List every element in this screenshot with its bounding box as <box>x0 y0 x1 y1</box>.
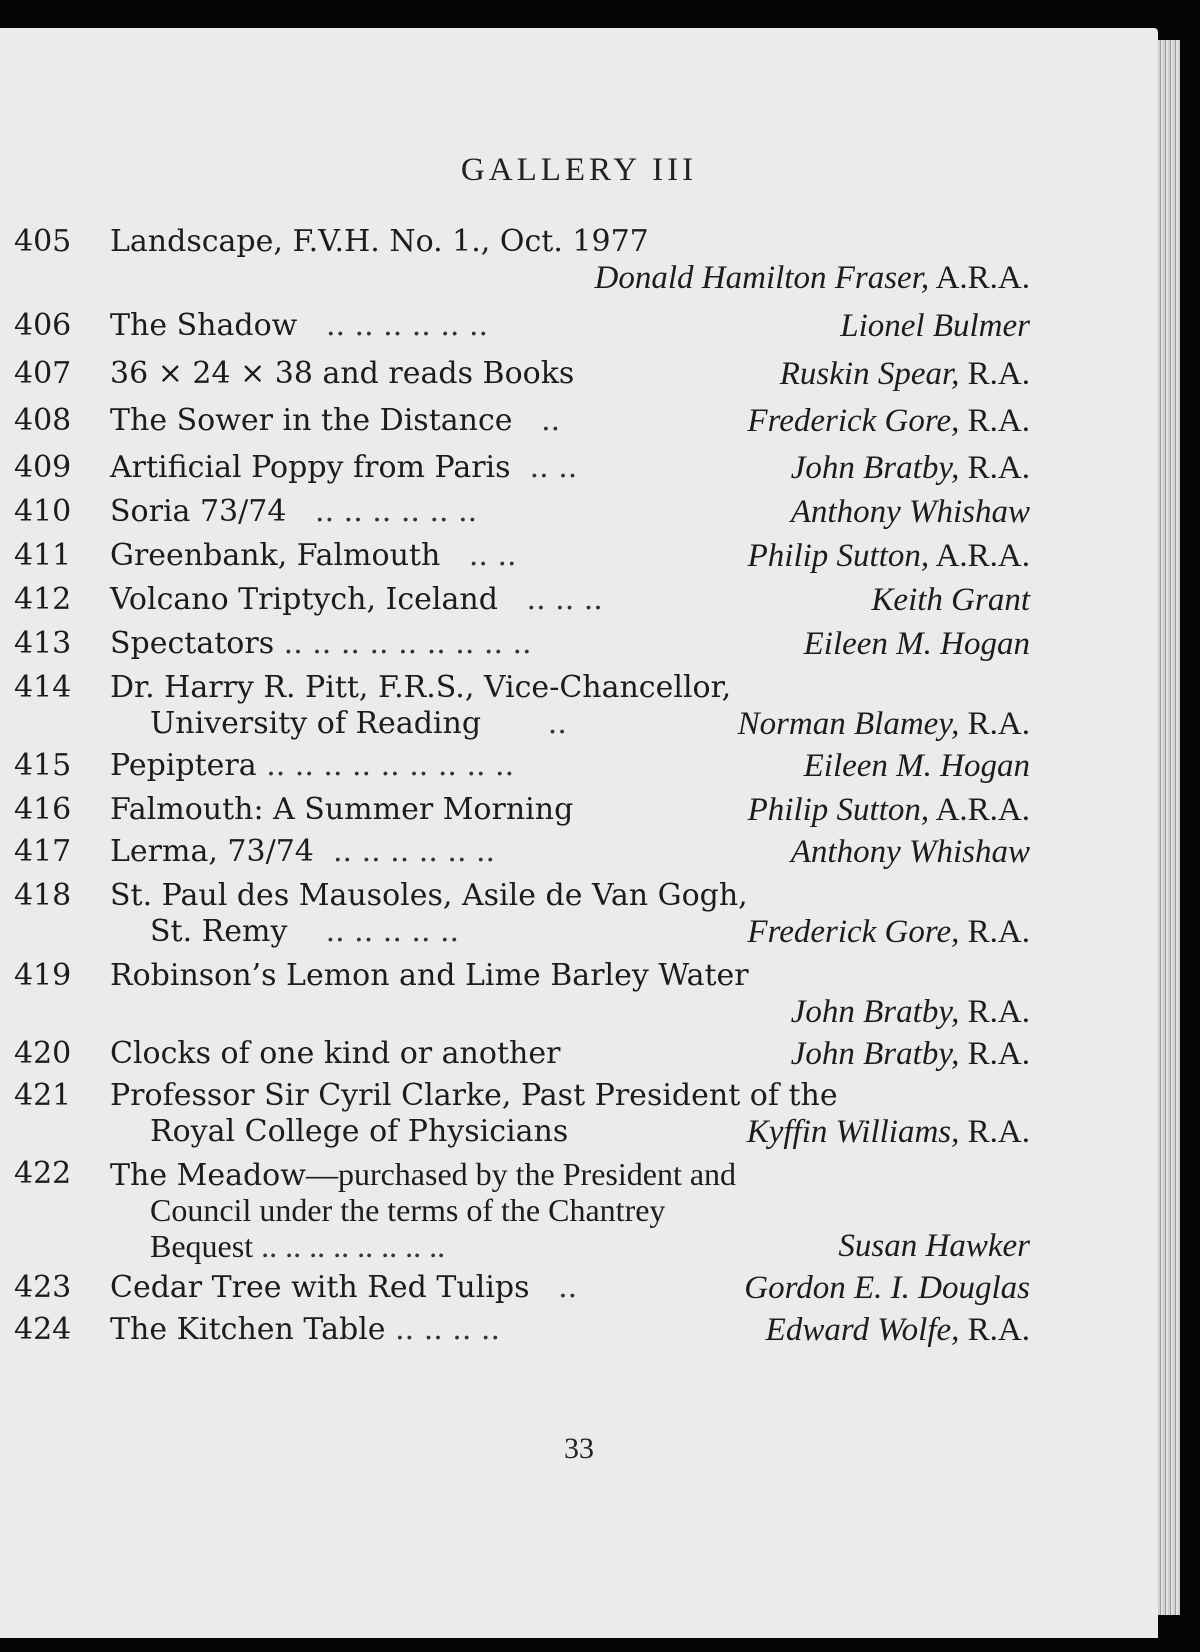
entry-number: 419 <box>14 958 72 993</box>
entry-title: Greenbank, Falmouth .. .. <box>110 538 517 573</box>
book-page-edges <box>1158 40 1180 1615</box>
entry-title: Lerma, 73/74 .. .. .. .. .. .. <box>110 834 496 869</box>
entry-title: Soria 73/74 .. .. .. .. .. .. <box>110 494 478 529</box>
entry-title: Spectators .. .. .. .. .. .. .. .. .. <box>110 626 532 661</box>
entry-artist: Ruskin Spear, R.A. <box>779 356 1030 392</box>
entry-title: The Sower in the Distance .. <box>110 403 561 438</box>
entry-number: 414 <box>14 670 72 705</box>
entry-artist: Susan Hawker <box>838 1228 1030 1264</box>
leader-dots: .. <box>558 1270 578 1305</box>
entry-artist: Norman Blamey, R.A. <box>737 706 1030 742</box>
page-heading: GALLERY III <box>460 152 698 188</box>
entry-title: The Meadow—purchased by the President and <box>110 1156 737 1193</box>
leader-dots: .. .. .. .. .. .. .. .. <box>261 1228 446 1264</box>
entry-title: Dr. Harry R. Pitt, F.R.S., Vice-Chancellor, <box>110 670 732 705</box>
entry-artist: Edward Wolfe, R.A. <box>765 1312 1030 1348</box>
entry-artist: Keith Grant <box>871 582 1030 618</box>
entry-artist: Gordon E. I. Douglas <box>744 1270 1030 1306</box>
leader-dots: .. .. .. .. .. .. <box>332 834 496 869</box>
entry-number: 423 <box>14 1270 72 1305</box>
entry-artist: Frederick Gore, R.A. <box>747 403 1030 439</box>
page-number: 33 <box>564 1432 594 1465</box>
leader-dots: .. .. .. .. .. .. .. .. .. <box>283 626 532 661</box>
entry-title-continued: Bequest .. .. .. .. .. .. .. .. <box>150 1228 446 1264</box>
entry-number: 422 <box>14 1156 72 1191</box>
leader-dots: .. <box>547 706 567 741</box>
leader-dots: .. .. .. .. .. .. .. .. .. <box>266 748 515 783</box>
leader-dots: .. <box>541 403 561 438</box>
entry-title-continued: Royal College of Physicians <box>150 1114 569 1149</box>
entry-artist: Anthony Whishaw <box>790 834 1030 870</box>
entry-number: 421 <box>14 1078 72 1113</box>
leader-dots: .. .. .. .. <box>395 1312 500 1347</box>
entry-number: 411 <box>14 538 72 573</box>
entry-number: 413 <box>14 626 72 661</box>
entry-artist: Lionel Bulmer <box>840 308 1030 344</box>
leader-dots: .. .. .. .. .. <box>325 914 460 949</box>
entry-artist: Eileen M. Hogan <box>803 748 1030 784</box>
entry-number: 408 <box>14 403 72 438</box>
catalogue-page <box>0 28 1158 1638</box>
entry-title: The Kitchen Table .. .. .. .. <box>110 1312 500 1347</box>
entry-title: 36 × 24 × 38 and reads Books <box>110 356 575 391</box>
leader-dots: .. .. .. .. .. .. <box>315 494 478 529</box>
entry-title: Robinson’s Lemon and Lime Barley Water <box>110 958 749 993</box>
entry-number: 407 <box>14 356 72 391</box>
entry-artist: John Bratby, R.A. <box>790 1036 1030 1072</box>
entry-artist: Philip Sutton, A.R.A. <box>747 792 1030 828</box>
entry-title: Cedar Tree with Red Tulips .. <box>110 1270 578 1305</box>
entry-title: Pepiptera .. .. .. .. .. .. .. .. .. <box>110 748 515 783</box>
entry-title-continued: St. Remy .. .. .. .. .. <box>150 914 460 949</box>
entry-title: St. Paul des Mausoles, Asile de Van Gogh, <box>110 878 748 913</box>
leader-dots: .. .. <box>529 450 578 485</box>
entry-number: 418 <box>14 878 72 913</box>
entry-title: Clocks of one kind or another <box>110 1036 561 1071</box>
entry-number: 420 <box>14 1036 72 1071</box>
entry-title: The Shadow .. .. .. .. .. .. <box>110 308 489 343</box>
entry-title: Landscape, F.V.H. No. 1., Oct. 1977 <box>110 224 649 259</box>
entry-artist: Anthony Whishaw <box>790 494 1030 530</box>
entry-artist: Philip Sutton, A.R.A. <box>747 538 1030 574</box>
entry-title: Professor Sir Cyril Clarke, Past President of the <box>110 1078 838 1113</box>
entry-number: 410 <box>14 494 72 529</box>
entry-title: Falmouth: A Summer Morning <box>110 792 574 827</box>
entry-artist: Eileen M. Hogan <box>803 626 1030 662</box>
entry-title-continued: University of Reading .. <box>150 706 567 741</box>
entry-artist: Frederick Gore, R.A. <box>747 914 1030 950</box>
entry-number: 424 <box>14 1312 72 1347</box>
leader-dots: .. .. .. <box>526 582 603 617</box>
entry-artist: John Bratby, R.A. <box>790 450 1030 486</box>
entry-title: Artificial Poppy from Paris .. .. <box>110 450 578 485</box>
leader-dots: .. .. <box>468 538 517 573</box>
entry-number: 406 <box>14 308 72 343</box>
entry-number: 412 <box>14 582 72 617</box>
entry-number: 416 <box>14 792 72 827</box>
leader-dots: .. .. .. .. .. .. <box>325 308 489 343</box>
entry-artist: John Bratby, R.A. <box>790 994 1030 1030</box>
entry-number: 405 <box>14 224 72 259</box>
entry-number: 415 <box>14 748 72 783</box>
entry-number: 417 <box>14 834 72 869</box>
entry-artist: Donald Hamilton Fraser, A.R.A. <box>594 260 1030 296</box>
entry-artist: Kyffin Williams, R.A. <box>746 1114 1030 1150</box>
entry-title: Volcano Triptych, Iceland .. .. .. <box>110 582 603 617</box>
entry-title-continued: Council under the terms of the Chantrey <box>150 1192 666 1228</box>
entry-number: 409 <box>14 450 72 485</box>
